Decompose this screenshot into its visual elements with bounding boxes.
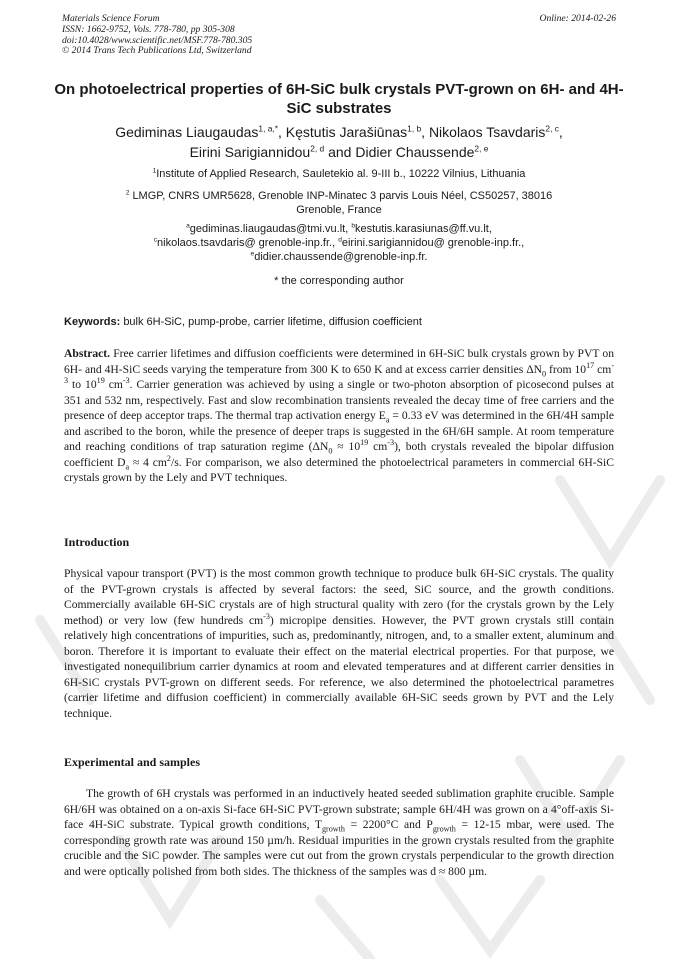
introduction-paragraph xyxy=(64,566,614,721)
author-emails xyxy=(70,222,608,264)
abstract-sub: a xyxy=(385,415,390,425)
experimental-text: = 2200°C and P xyxy=(344,818,433,831)
abstract-text: Free carrier lifetimes and diffusion coefficients were determined in 6H-SiC bulk crystals grown by PVT on 6H- and 4H-SiC seeds varying the temperature from 300 K to 650 K and at excess carrier densities ΔN xyxy=(64,347,614,376)
author-affiliation-mark: 2, e xyxy=(474,143,489,154)
email-mark: b xyxy=(351,222,355,230)
abstract-text: = 0.33 eV was determined in the 6H/4H sample and ascribed to the boron, while the presence of deeper traps is suggested in the 6H/6H sample. At room temperature and reaching conditions of trap saturation regime (ΔN xyxy=(64,409,614,453)
email-link[interactable]: didier.chaussende@grenoble-inp.fr. xyxy=(254,251,428,263)
abstract-sub: 0 xyxy=(328,446,333,456)
author-name: Kęstutis Jarašiūnas xyxy=(285,124,408,140)
experimental-text: = 12-15 mbar, were used. The corresponding growth rate was around 150 µm/h. Residual impurities in the grown crystals resulted from the graphite crucible and the SiC powder. The samples were cut out from the grown crystals perpendicular to the growth direction and were optically polished from both sides. The thickness of the samples was d ≈ 800 µm. xyxy=(64,818,614,878)
abstract-text: to 10 xyxy=(68,378,97,391)
email-mark: a xyxy=(186,222,190,230)
abstract-text: . Carrier generation was achieved by using a single or two-photon absorption of picosecond pulses at 351 and 532 nm, respectively. Fast and slow recombination transients revealed the decay time of free carriers and the presence of deep acceptor traps. The thermal trap activation energy E xyxy=(64,378,615,422)
author-affiliation-mark: 2, c xyxy=(545,123,559,134)
affiliation-2 xyxy=(70,189,608,217)
keywords xyxy=(64,316,616,328)
abstract-text: cm xyxy=(594,362,612,376)
section-heading-experimental: Experimental and samples xyxy=(64,755,201,769)
abstract-sup: -3 xyxy=(387,438,395,448)
affiliation-text: Institute of Applied Research, Sauletekio al. 9-III b., 10222 Vilnius, Lithuania xyxy=(156,168,526,180)
experimental-text: The growth of 6H crystals was performed in an inductively heated seeded sublimation graphite crucible. Sample 6H/6H was obtained on a on-axis Si-face 6H-SiC PVT-grown substrate; sample 6H/4H was grown on a 4°off-axis Si-face 4H-SiC substrate. Typical growth conditions, T xyxy=(64,787,614,831)
abstract-text: cm xyxy=(104,378,123,391)
affiliation-text: LMGP, CNRS UMR5628, Grenoble INP-Minatec 3 parvis Louis Néel, CS50257, 38016 xyxy=(132,190,553,202)
affiliation-text: Grenoble, France xyxy=(296,204,382,216)
author-name: Gediminas Liaugaudas xyxy=(115,124,259,140)
email-link[interactable]: nikolaos.tsavdaris@ grenoble-inp.fr., xyxy=(157,237,336,249)
abstract-sup: 19 xyxy=(96,376,105,386)
abstract-text: /s. For comparison, we also determined the photoelectrical parameters in commercial 6H-SiC crystals grown by the Lely and PVT techniques. xyxy=(64,455,614,484)
keywords-text: bulk 6H-SiC, pump-probe, carrier lifetime, diffusion coefficient xyxy=(123,316,422,328)
author-name: Didier Chaussende xyxy=(355,144,475,160)
abstract-text: ≈ 10 xyxy=(332,440,361,453)
intro-text: Physical vapour transport (PVT) is the most common growth technique to produce bulk 6H-SiC crystals. The quality of the PVT-grown crystals is affected by several factors: the seed, SiC source, and the growth conditions. Commercially available 6H-SiC crystals are of high structural quality with zero (for the crystals grown by the Lely method) or very low (few hundreds cm xyxy=(64,567,614,627)
abstract-text: from 10 xyxy=(546,362,587,376)
paper-title: On photoelectrical properties of 6H-SiC bulk crystals PVT-grown on 6H- and 4H-SiC substrates xyxy=(54,81,624,117)
author-affiliation-mark: 1, b xyxy=(407,123,422,134)
abstract-paragraph xyxy=(64,346,614,486)
email-mark: e xyxy=(250,250,255,258)
abstract-sup: -3 xyxy=(64,360,615,386)
experimental-sub: growth xyxy=(322,824,345,834)
abstract-sup: 19 xyxy=(360,438,369,448)
email-link[interactable]: gediminas.liaugaudas@tmi.vu.lt, xyxy=(189,223,349,235)
author-list: Gediminas Liaugaudas$^{1, a,*}$, Kęstutis Jarašiūnas$^{1, b}$, Nikolaos Tsavdaris$^{2, c}$, Eirini Sarigiannidou$^{2, d}$ and Didier Chaussende$^{2, e}$ xyxy=(115,123,563,160)
section-heading-introduction: Introduction xyxy=(64,535,130,549)
keywords-label: Keywords: xyxy=(64,316,121,328)
email-link[interactable]: kestutis.karasiunas@ff.vu.lt, xyxy=(355,223,492,235)
experimental-paragraph xyxy=(64,786,614,879)
abstract-sup: 2 xyxy=(166,453,171,463)
abstract-sub: 0 xyxy=(542,368,547,378)
abstract-text: ≈ 4 cm xyxy=(129,455,167,469)
corresponding-author-note: * the corresponding author xyxy=(274,275,404,287)
affiliation-number: 2 xyxy=(125,189,130,197)
author-name: Nikolaos Tsavdaris xyxy=(428,124,546,140)
experimental-sub: growth xyxy=(432,824,456,834)
abstract-sup: -3 xyxy=(122,376,130,386)
copyright-line: © 2014 Trans Tech Publications Ltd, Switzerland xyxy=(62,45,252,57)
affiliation-1 xyxy=(70,167,608,181)
journal-name: Materials Science Forum xyxy=(62,13,160,24)
issn-line: ISSN: 1662-9752, Vols. 778-780, pp 305-308 xyxy=(62,23,235,35)
abstract-text: cm xyxy=(368,440,388,453)
author-name: Eirini Sarigiannidou xyxy=(189,144,311,160)
author-affiliation-mark: 2, d xyxy=(310,143,325,154)
email-mark: d xyxy=(338,236,342,244)
affiliation-number: 1 xyxy=(152,167,157,175)
abstract-text: ), both crystals revealed the bipolar diffusion coefficient D xyxy=(64,440,615,469)
intro-text: ) micropipe densities. However, the PVT grown crystals still contain relatively high concentrations of impurities, such as, predominantly, nitrogen, and, to a smaller extent, aluminum and boron. Therefore it is important to evaluate their effect on the material electrical properties. For that purpose, we investigated nonequilibrium carrier dynamics at room and elevated temperatures and at different carrier densities in 6H-SiC crystals PVT-grown on different seeds. For reference, we also determined the photoelectrical parametres (carrier lifetime and diffusion coefficient) in commercially available 6H-SiC seeds grown by PVT and the Lely technique. xyxy=(64,613,614,720)
journal-header xyxy=(62,14,616,57)
email-link[interactable]: eirini.sarigiannidou@ grenoble-inp.fr., xyxy=(341,237,525,249)
abstract-sup: 17 xyxy=(586,360,595,370)
abstract-sub: a xyxy=(125,461,130,471)
author-affiliation-mark: 1, a,* xyxy=(258,123,278,134)
intro-sup: -3 xyxy=(263,611,270,621)
doi-line: doi:10.4028/www.scientific.net/MSF.778-780.305 xyxy=(62,34,253,46)
email-mark: c xyxy=(153,236,158,244)
online-date: Online: 2014-02-26 xyxy=(539,13,616,24)
abstract-label: Abstract. xyxy=(64,347,111,360)
author-conjunction: and xyxy=(328,144,352,160)
